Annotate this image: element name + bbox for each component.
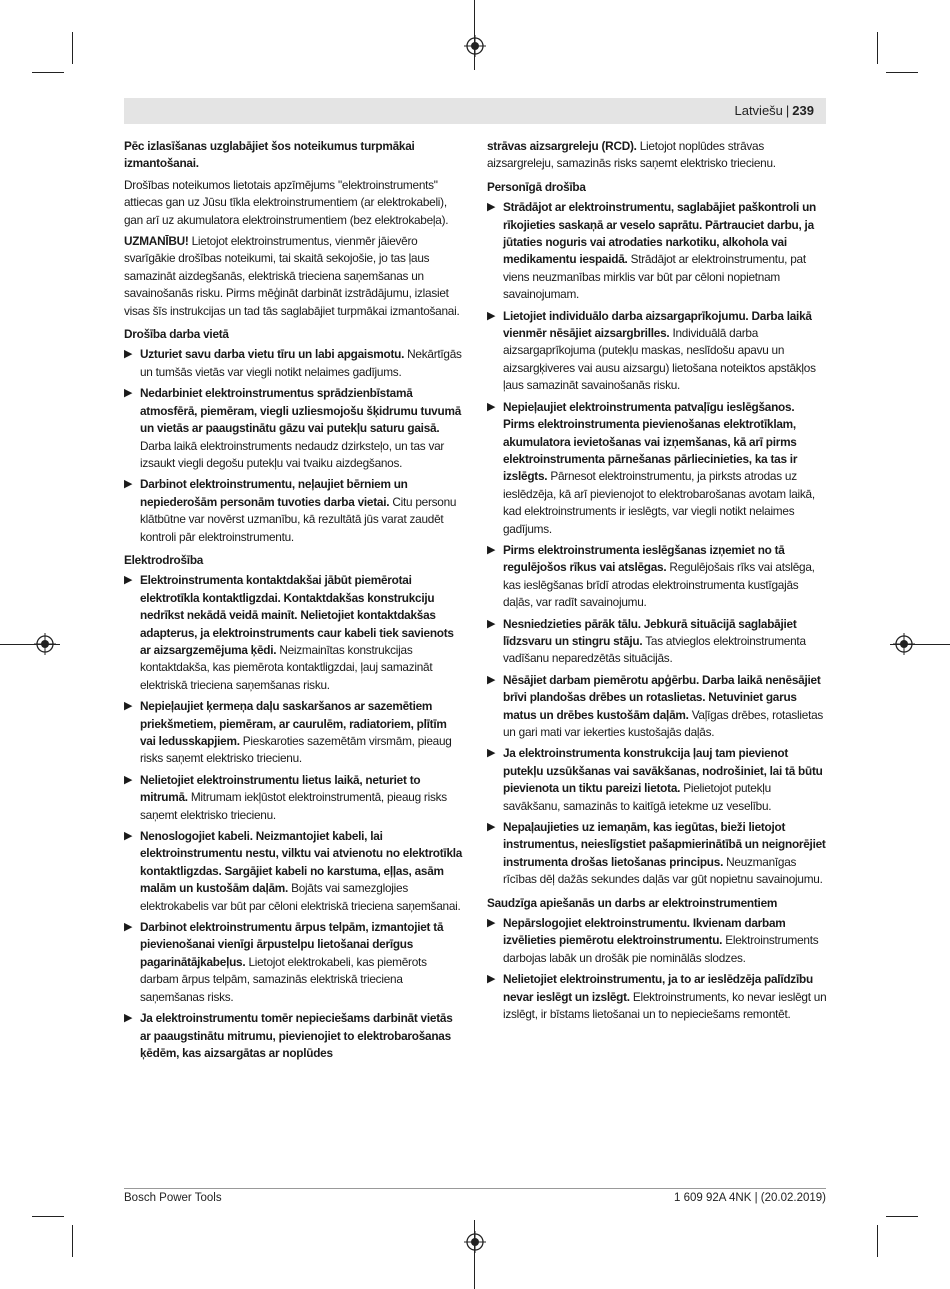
- item-text: Regulējošais rīks vai atslēga, kas ieslēgšanas brīdī atrodas elektroinstrumenta kustīgajās daļās, var radīt savainojumu.: [503, 560, 815, 610]
- crop-mark: [72, 32, 73, 64]
- continuation-paragraph: [487, 138, 827, 173]
- list-item: [487, 199, 827, 303]
- bullet-triangle-icon: ▶: [124, 387, 133, 400]
- registration-target-icon: [34, 633, 56, 655]
- item-text: Vaļīgas drēbes, rotaslietas un gari mati var iekerties kustošajās daļās.: [503, 707, 824, 739]
- section-heading-careful: Saudzīga apiešanās un darbs ar elektroinstrumentiem: [487, 895, 778, 910]
- crop-mark: [886, 72, 918, 73]
- item-text: Darba laikā elektroinstruments nedaudz dzirksteļo, un tas var izsaukt viegli degošu putekļu vai tvaiku aizdegšanos.: [140, 438, 445, 470]
- item-text: Elektroinstruments darbojas labāk un drošāk pie nominālās slodzes.: [503, 933, 819, 965]
- item-bold-text: Darbinot elektroinstrumentu ārpus telpām, izmantojiet tā pievienošanai vienīgi ārpustelpu lietošanai derīgus pagarinātājkabeļus.: [140, 920, 444, 969]
- footer-rule: [124, 1188, 826, 1189]
- item-text: Citu personu klātbūtne var novērst uzmanību, kā rezultātā jūs varat zaudēt kontroli pār elektroinstrumentu.: [140, 494, 457, 544]
- list-item: [124, 385, 464, 472]
- electrical-list: [124, 572, 464, 1062]
- bullet-triangle-icon: ▶: [124, 921, 133, 934]
- bullet-triangle-icon: ▶: [124, 700, 133, 713]
- crop-mark: [72, 1225, 73, 1257]
- item-text: Bojāts vai samezglojies elektrokabelis var būt par cēloni elektriskā trieciena saņemšanai.: [140, 881, 461, 913]
- registration-target-icon: [893, 633, 915, 655]
- bullet-triangle-icon: ▶: [487, 543, 496, 556]
- footer-brand: Bosch Power Tools: [124, 1192, 222, 1204]
- attention-text: Lietojot elektroinstrumentus, vienmēr jāievēro svarīgākie drošības noteikumi, tai skaitā sekojošie, jo tas ļaus samazināt aizdegšanās, elektriskā trieciena saņemšanas un savainošanās risku. Pirms mēģināt darbināt izstrādājumu, izlasiet visas šīs instrukcijas un tad tās saglabājiet turpmākai izmantošanai.: [124, 234, 460, 318]
- item-bold-text: Nepaļaujieties uz iemaņām, kas iegūtas, bieži lietojot instrumentus, neieslīgstiet pašapmierinātībā un neignorējiet instrumenta drošas lietošanas principus.: [503, 820, 826, 869]
- item-bold-text: Darbinot elektroinstrumentu, neļaujiet bērniem un nepiederošām personām tuvoties darba vietai.: [140, 477, 408, 509]
- workplace-list: [124, 346, 464, 545]
- continuation-text: Lietojot noplūdes strāvas aizsargreleju, samazinās risks saņemt elektrisko triecienu.: [487, 139, 776, 171]
- bullet-triangle-icon: ▶: [487, 821, 496, 834]
- registration-target-icon: [464, 35, 486, 57]
- bullet-triangle-icon: ▶: [124, 348, 133, 361]
- list-item: [487, 308, 827, 395]
- item-text: Individuālā darba aizsargaprīkojuma (putekļu maskas, neslīdošu apavu un aizsargķiveres vai ausu aizsargu) lietošana noteiktos apstākļos ļaus samazināt savainošanās risku.: [503, 326, 816, 393]
- bullet-triangle-icon: ▶: [487, 400, 496, 413]
- section-heading-electrical: Elektrodrošība: [124, 552, 204, 567]
- right-column: [487, 138, 827, 1028]
- bullet-triangle-icon: ▶: [487, 917, 496, 930]
- page-header: [124, 98, 826, 124]
- intro-text: Drošības noteikumos lietotais apzīmējums "elektroinstruments" attiecas gan uz Jūsu tīkla elektroinstrumentiem (ar elektrokabeli), gan arī uz akumulatora elektroinstrumentiem (bez elektrokabeļa).: [124, 177, 449, 227]
- bullet-triangle-icon: ▶: [124, 1012, 133, 1025]
- item-text: Neuzmanīgas rīcības dēļ dažās sekundes daļās var gūt nopietnu savainojumu.: [503, 854, 823, 887]
- personal-list: [487, 199, 827, 888]
- list-item: [124, 476, 464, 546]
- crop-mark: [32, 1216, 64, 1217]
- bullet-triangle-icon: ▶: [124, 574, 133, 587]
- careful-list: [487, 915, 827, 1023]
- item-text: Strādājot ar elektroinstrumentu, pat viens neuzmanības mirklis var būt par cēloni nopietnam savainojumam.: [503, 252, 806, 302]
- list-item: [124, 698, 464, 768]
- bullet-triangle-icon: ▶: [487, 747, 496, 760]
- bullet-triangle-icon: ▶: [487, 617, 496, 630]
- continuation-bold: strāvas aizsargreleju (RCD).: [487, 139, 637, 153]
- header-language: Latviešu: [734, 103, 783, 118]
- item-text: Tas atvieglos elektroinstrumenta vadīšanu neparedzētās situācijās.: [503, 633, 806, 666]
- item-bold-text: Nēsājiet darbam piemērotu apģērbu. Darba laikā nenēsājiet brīvi plandošas drēbes un rotaslietas. Netuviniet garus matus un drēbes kustošām daļām.: [503, 672, 821, 722]
- bullet-triangle-icon: ▶: [124, 773, 133, 786]
- header-separator: |: [785, 103, 790, 118]
- item-bold-text: Uzturiet savu darba vietu tīru un labi apgaismotu.: [140, 347, 405, 362]
- intro-bold: Pēc izlasīšanas uzglabājiet šos noteikumus turpmākai izmantošanai.: [124, 139, 415, 171]
- list-item: [487, 819, 827, 889]
- item-bold-text: Ja elektroinstrumenta konstrukcija ļauj tam pievienot putekļu uzsūkšanas vai savākšanas, nodrošiniet, lai tā būtu pievienota un tiktu pareizi lietota.: [503, 746, 823, 796]
- section-heading-personal: Personīgā drošība: [487, 179, 586, 194]
- item-text: Neizmainītas konstrukcijas kontaktdakša, kas piemērota kontaktligzdai, ļauj samazināt elektriskā trieciena saņemšanas risku.: [140, 642, 433, 692]
- list-item: [487, 616, 827, 668]
- item-bold-text: Nenoslogojiet kabeli. Neizmantojiet kabeli, lai elektroinstrumentu nestu, vilktu vai atvienotu no elektrotīkla kontaktligzdas. Sargājiet kabeli no karstuma, eļļas, asām malām un kustošām daļām.: [140, 829, 463, 896]
- crop-mark: [886, 1216, 918, 1217]
- bullet-triangle-icon: ▶: [487, 309, 496, 322]
- item-bold-text: Lietojiet individuālo darba aizsargaprīkojumu. Darba laikā vienmēr nēsājiet aizsargbrilles.: [503, 308, 812, 341]
- crop-mark: [877, 32, 878, 64]
- bullet-triangle-icon: ▶: [124, 478, 133, 491]
- item-bold-text: Nepieļaujiet ķermeņa daļu saskaršanos ar sazemētiem priekšmetiem, piemēram, ar caurulēm, radiatoriem, plītīm vai ledusskapjiem.: [140, 699, 447, 748]
- section-heading-workplace: Drošība darba vietā: [124, 327, 229, 342]
- list-item: [124, 772, 464, 824]
- header-text: [734, 103, 814, 118]
- footer-doc-ref: 1 609 92A 4NK | (20.02.2019): [674, 1192, 826, 1204]
- crop-mark: [877, 1225, 878, 1257]
- list-item: [487, 542, 827, 612]
- bullet-triangle-icon: ▶: [487, 673, 496, 686]
- left-column: [124, 138, 464, 1066]
- item-text: Elektroinstruments, ko nevar ieslēgt un izslēgt, ir bīstams lietošanai un to nepieciešams remontēt.: [503, 989, 827, 1022]
- item-bold-text: Elektroinstrumenta kontaktdakšai jābūt piemērotai elektrotīkla kontaktligzdai. Kontaktdakšas konstrukciju nedrīkst nekādā veidā mainīt. Nelietojiet kontaktdakšas adapterus, ja elektroinstruments caur kabeli tiek savienots ar aizsargzemējuma ķēdi.: [140, 573, 454, 657]
- list-item: [487, 745, 827, 815]
- item-text: Pieskaroties sazemētām virsmām, pieaug risks saņemt elektrisko triecienu.: [140, 734, 452, 766]
- list-item: [124, 346, 464, 381]
- registration-target-icon: [464, 1231, 486, 1253]
- list-item: [487, 915, 827, 967]
- bullet-triangle-icon: ▶: [487, 201, 496, 214]
- item-text: Lietojot elektrokabeli, kas piemērots darbam ārpus telpām, samazinās elektriskā trieciena saņemšanas risks.: [140, 954, 427, 1004]
- item-bold-text: Pirms elektroinstrumenta ieslēgšanas izņemiet no tā regulējošos rīkus vai atslēgas.: [503, 542, 785, 575]
- item-text: Pārnesot elektroinstrumentu, ja pirksts atrodas uz ieslēdzēja, kā arī pievienojot to elektrobarošanas avotam laikā, kad elektroinstruments ir ieslēgts, var viegli notikt nelaimes gadījums.: [503, 469, 815, 536]
- list-item: [487, 971, 827, 1023]
- item-bold-text: Nepieļaujiet elektroinstrumenta patvaļīgu ieslēgšanos. Pirms elektroinstrumenta pievienošanas elektrotīklam, akumulatora ievietošanas vai izņemšanas, kā arī pirms elektroinstrumenta pārnešanas pārliecinieties, ka tas ir izslēgts.: [503, 399, 798, 484]
- bullet-triangle-icon: ▶: [124, 830, 133, 843]
- item-text: Pielietojot putekļu savākšanu, samazinās to kaitīgā ietekme uz veselību.: [503, 781, 772, 813]
- item-bold-text: Nelietojiet elektroinstrumentu, ja to ar ieslēdzēja palīdzību nevar ieslēgt un izslēgt.: [503, 972, 813, 1004]
- item-bold-text: Nedarbiniet elektroinstrumentus sprādzienbīstamā atmosfērā, piemēram, viegli uzliesmojošu šķidrumu tuvumā un vietās ar paaugstinātu gāzu vai putekļu saturu gaisā.: [140, 386, 462, 436]
- list-item: [124, 1010, 464, 1062]
- attention-paragraph: [124, 233, 464, 320]
- item-bold-text: Nesniedzieties pārāk tālu. Jebkurā situācijā saglabājiet līdzsvaru un stingru stāju.: [503, 616, 797, 648]
- list-item: [487, 672, 827, 742]
- crop-mark: [32, 72, 64, 73]
- item-bold-text: Ja elektroinstrumentu tomēr nepieciešams darbināt vietās ar paaugstinātu mitrumu, pievienojiet to elektrobarošanas ķēdēm, kas aizsargātas ar noplūdes: [140, 1011, 453, 1060]
- attention-label: UZMANĪBU!: [124, 234, 189, 249]
- item-text: Mitrumam iekļūstot elektroinstrumentā, pieaug risks saņemt elektrisko triecienu.: [140, 790, 447, 822]
- item-bold-text: Nelietojiet elektroinstrumentu lietus laikā, neturiet to mitrumā.: [140, 772, 421, 805]
- list-item: [124, 828, 464, 915]
- item-text: Nekārtīgās un tumšās vietās var viegli notikt nelaimes gadījums.: [140, 347, 462, 379]
- list-item: [124, 919, 464, 1006]
- list-item: [124, 572, 464, 694]
- list-item: [487, 399, 827, 538]
- bullet-triangle-icon: ▶: [487, 973, 496, 986]
- item-bold-text: Strādājot ar elektroinstrumentu, saglabājiet paškontroli un rīkojieties saskaņā ar veselo saprātu. Pārtrauciet darbu, ja jūtaties noguris vai atrodaties narkotiku, alkohola vai medikamentu iespaidā.: [503, 200, 817, 267]
- page-number: 239: [792, 103, 814, 118]
- item-bold-text: Nepārslogojiet elektroinstrumentu. Ikvienam darbam izvēlieties piemērotu elektroinstrumentu.: [503, 916, 786, 948]
